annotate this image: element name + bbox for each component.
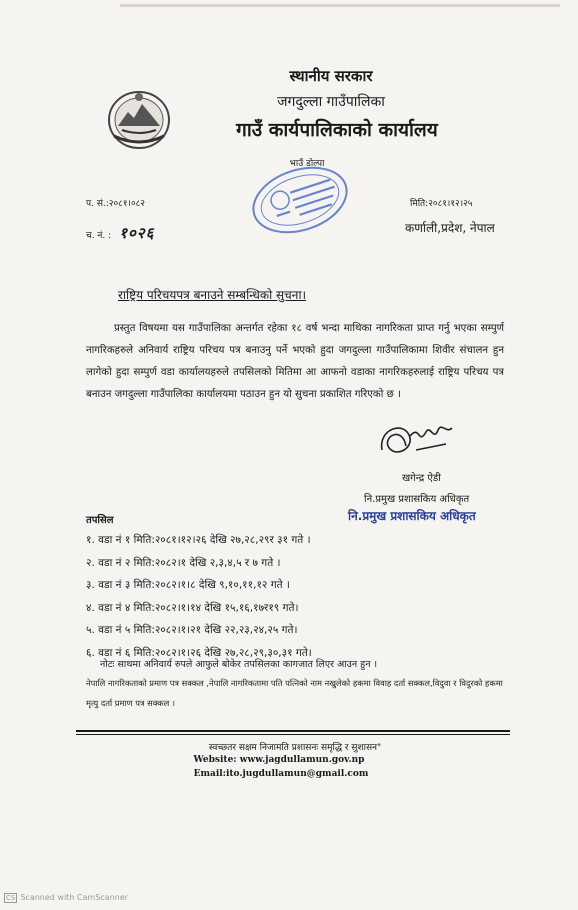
header-government: स्थानीय सरकार — [289, 67, 373, 85]
scanner-text: Scanned with CamScanner — [20, 893, 128, 902]
footer-divider — [76, 730, 510, 732]
scanner-watermark — [4, 893, 128, 903]
signatory-title: नि.प्रमुख प्रशासकिय अधिकृत — [364, 494, 470, 505]
note-text: नोटः साथमा अनिवार्य रुपले आफुले बोकेर तपसिलका कागजात लिएर आउन हुन । — [100, 659, 378, 670]
schedule-item: १. वडा नं १ मिति:२०८१।१२।२६ देखि २७,२८,२९र ३१ गते । — [86, 534, 311, 546]
footer-divider-thin — [76, 734, 510, 735]
dispatch-label: च. नं. : — [86, 231, 112, 241]
scan-artifact-line — [120, 4, 560, 7]
schedule-item: ३. वडा नं ३ मिति:२०८२।१।८ देखि ९,१०,११,१२ गते । — [86, 579, 290, 591]
office-stamp-icon — [245, 160, 355, 240]
footer-website: Website: www.jagdullamun.gov.np — [193, 755, 365, 765]
schedule-heading: तपसिल — [86, 515, 114, 526]
schedule-list — [86, 529, 312, 664]
header-office: गाउँ कार्यपालिकाको कार्यालय — [236, 119, 438, 141]
letter-place: कर्णाली,प्रदेश, नेपाल — [405, 221, 495, 235]
notice-subject: राष्ट्रिय परिचयपत्र बनाउने सम्बन्धिको सुचना। — [118, 288, 307, 302]
notice-body: प्रस्तुत विषयमा यस गाउँपालिका अन्तर्गत रहेका १८ वर्ष भन्दा माथिका नागरिकता प्राप्त गर्नु भएका सम्पुर्ण नागरिकहरुले अनिवार्य राष्ट्रिय परिचय पत्र बनाउनु पर्ने भएको हुदा जगदुल्ला गाउँपालिकामा शिवीर संचालन हुन लागेको हुदा सम्पुर्ण वडा कार्यालयहरुले तपसिलको मितिमा आ आफनो वडाका नागरिकहरुलाई राष्ट्रिय परिचय पत्र बनाउन जगदुल्ला गाउँपालिका कार्यालयमा पठाउन हुन यो सुचना प्रकाशित गरिएको छ । — [86, 323, 504, 400]
footer-motto: स्वच्छ्तर सक्षम निजामति प्रशासनः समृद्धि र सुशासन" — [208, 743, 382, 753]
letter-date: मिति:२०८१।१२।२५ — [410, 199, 473, 209]
schedule-item: ४. वडा नं ४ मिति:२०८२।१।१४ देखि १५,१६,१७र१९ गते। — [86, 601, 299, 614]
schedule-item: ५. वडा नं ५ मिति:२०८२।१।२१ देखि २२,२३,२४,२५ गते। — [86, 624, 298, 636]
signatory-stamp: नि.प्रमुख प्रशासकिय अधिकृत — [348, 509, 476, 523]
required-documents: नेपालि नागरिकताको प्रमाण पत्र सक्कल ,नेपालि नागरिकतामा पति पत्निको नाम नखुलेको हकमा विवाह दर्ता सक्कल,विदुवा र विदुरको हकमा मृत्यु दर्ता प्रमाण पत्र सक्कल । — [86, 678, 503, 708]
camscanner-icon: CS — [6, 894, 16, 902]
footer-email: Email:ito.jugdullamun@gmail.com — [193, 769, 369, 779]
dispatch-value: १०२६ — [119, 224, 155, 242]
schedule-item: ६. वडा नं ६ मिति:२०८२।१।२६ देखि २७,२८,२९,३०,३१ गते। — [86, 646, 312, 659]
signatory-name: खगेन्द्र ऐडी — [402, 473, 441, 484]
schedule-item: २. वडा नं २ मिति:२०८२।१ देखि २,३,४,५ र ७ गते । — [86, 556, 281, 569]
handwritten-signature-icon — [376, 416, 456, 464]
header-municipality: जगदुल्ला गाउँपालिका — [277, 94, 385, 110]
dispatch-number — [86, 223, 154, 243]
header-location: भाउँ डोल्पा — [289, 159, 325, 169]
reference-number: प. सं.:२०८१।०८२ — [86, 199, 145, 209]
